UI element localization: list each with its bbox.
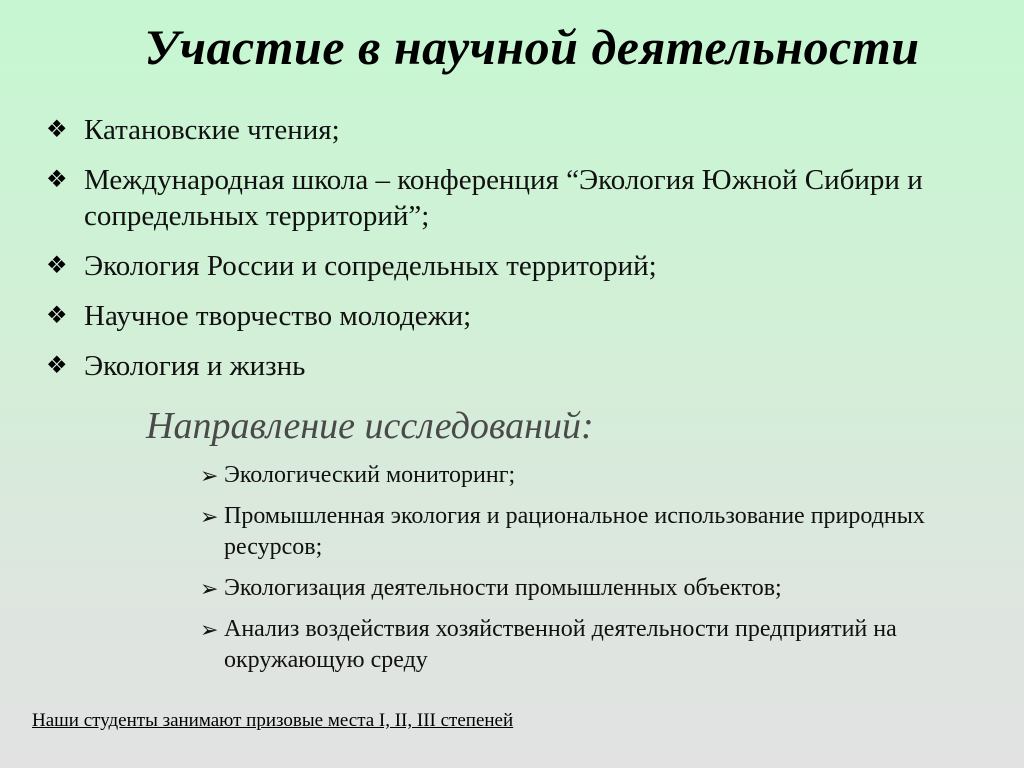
list-item <box>46 112 976 148</box>
list-item-text: Международная школа – конференция “Экология Южной Сибири и сопредельных территорий”; <box>84 164 923 232</box>
list-item <box>200 501 960 563</box>
participation-list <box>46 112 976 398</box>
list-item <box>200 460 960 491</box>
diamond-bullet-icon: ❖ <box>46 167 68 193</box>
slide-title: Участие в научной деятельности <box>144 19 920 75</box>
list-item-text: Катановские чтения; <box>84 114 340 146</box>
list-item <box>46 298 976 334</box>
list-item-text: Экологизация деятельности промышленных объектов; <box>224 575 782 601</box>
list-item-text: Экология России и сопредельных территорий; <box>84 250 657 282</box>
research-heading: Направление исследований: <box>146 405 594 447</box>
research-list <box>200 460 960 686</box>
diamond-bullet-icon: ❖ <box>46 117 68 143</box>
list-item <box>46 348 976 384</box>
list-item <box>46 162 976 234</box>
list-item-text: Экологический мониторинг; <box>224 462 516 488</box>
list-item <box>200 573 960 604</box>
arrow-bullet-icon: ➢ <box>200 576 219 601</box>
arrow-bullet-icon: ➢ <box>200 617 219 642</box>
diamond-bullet-icon: ❖ <box>46 353 68 379</box>
list-item-text: Промышленная экология и рациональное использование природных ресурсов; <box>224 503 925 560</box>
arrow-bullet-icon: ➢ <box>200 463 219 488</box>
footer-link[interactable]: Наши студенты занимают призовые места I, II, III степеней <box>32 710 514 731</box>
list-item-text: Экология и жизнь <box>84 350 306 382</box>
arrow-bullet-icon: ➢ <box>200 504 219 529</box>
list-item <box>200 614 960 676</box>
diamond-bullet-icon: ❖ <box>46 303 68 329</box>
list-item-text: Анализ воздействия хозяйственной деятельности предприятий на окружающую среду <box>224 616 897 673</box>
diamond-bullet-icon: ❖ <box>46 253 68 279</box>
list-item-text: Научное творчество молодежи; <box>84 300 472 332</box>
list-item <box>46 248 976 284</box>
